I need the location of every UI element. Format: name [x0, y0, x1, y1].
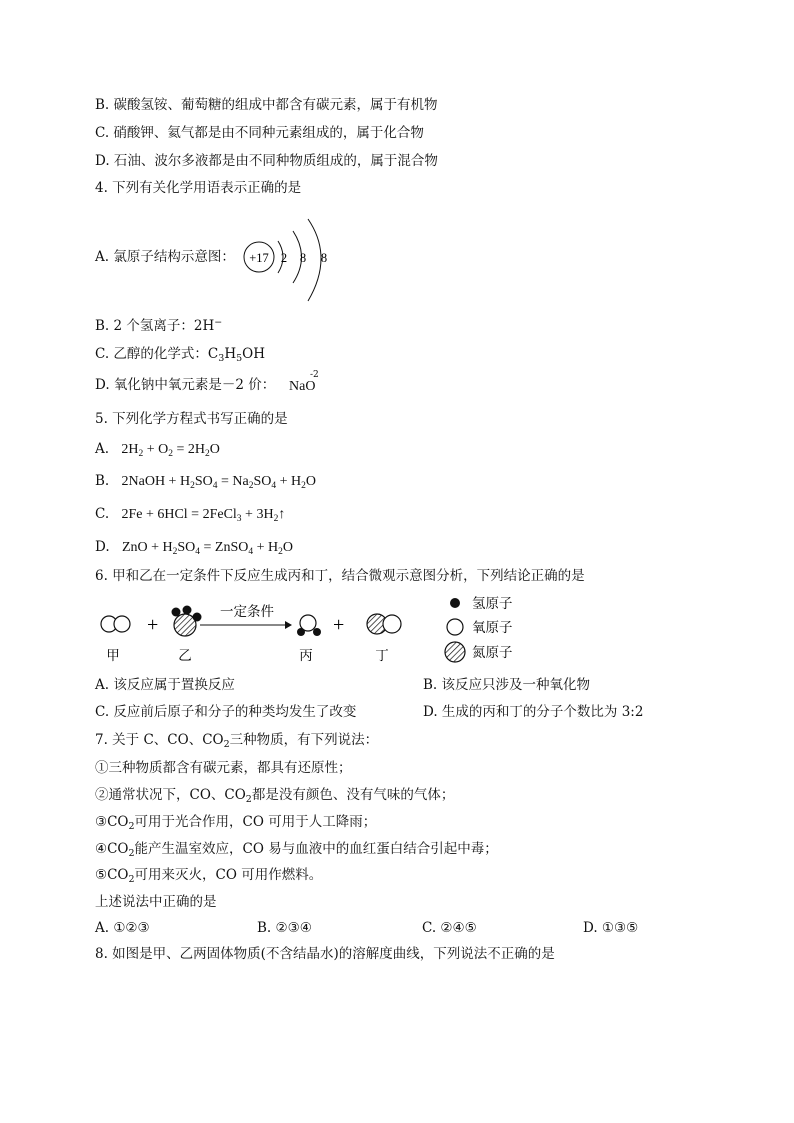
q4-stem: 4. 下列有关化学用语表示正确的是: [95, 180, 302, 196]
q5-option-c: C. 2Fe + 6HCl = 2FeCl$_3$ + $3H_2↑$: [95, 506, 286, 524]
molecule-jia: [101, 616, 130, 632]
q7-statement-4: $④CO_2$能产生温室效应，CO 易与血液中的血红蛋白结合引起中毒；: [95, 841, 498, 859]
label-bing: 丙: [299, 648, 313, 663]
sodium-oxide-valence: NaO -2: [289, 370, 319, 394]
q6-stem: 6. 甲和乙在一定条件下反应生成丙和丁，结合微观示意图分析，下列结论正确的是: [95, 568, 585, 584]
q7-stem: 7. 关于 C、CO、$CO_2$三种物质，有下列说法：: [95, 732, 379, 750]
q3-option-c: C. 硝酸钾、氦气都是由不同种元素组成的，属于化合物: [95, 125, 424, 141]
q7-question: 上述说法中正确的是: [95, 894, 217, 910]
condition-label: 一定条件: [220, 604, 274, 619]
q8-stem: 8. 如图是甲、乙两固体物质(不含结晶水)的溶解度曲线，下列说法不正确的是: [95, 946, 555, 962]
equation-c: 2Fe + 6HCl = 2FeCl$_3$ + $3H_2↑$: [121, 507, 286, 524]
q4-option-b: B. 2 个氢离子：2H−: [95, 317, 223, 334]
legend-nitrogen: 氮原子: [472, 645, 513, 660]
q4-option-d: D. 氧化钠中氧元素是－2 价：: [95, 377, 276, 393]
electron-shell-3: [308, 219, 321, 301]
q7-option-c: C. ②④⑤: [422, 920, 477, 936]
q4-option-a-label: A. 氯原子结构示意图：: [95, 249, 235, 265]
plus-sign-2: +: [333, 614, 345, 636]
q3-option-b: B. 碳酸氢铵、葡萄糖的组成中都含有碳元素，属于有机物: [95, 97, 438, 113]
legend-hydrogen: 氢原子: [472, 596, 513, 611]
reaction-micro-diagram: [95, 590, 535, 670]
q7-option-d: D. ①③⑤: [583, 920, 639, 936]
nucleus-charge: +17: [249, 251, 269, 265]
q5-option-a: A. $2H_2 + O_2 = 2H_2O$: [95, 441, 220, 459]
label-yi: 乙: [178, 648, 192, 663]
q6-option-c: C. 反应前后原子和分子的种类均发生了改变: [95, 704, 357, 720]
legend-oxygen: 氧原子: [472, 620, 513, 635]
molecule-bing: [297, 615, 321, 636]
shell-3-electrons: 8: [320, 251, 328, 265]
legend: [445, 596, 513, 662]
label-jia: 甲: [106, 648, 120, 663]
q5-option-b: B. 2NaOH + $H_2SO_4 = Na_2SO_4 + H_2O$: [95, 473, 317, 491]
q6-option-d: D. 生成的丙和丁的分子个数比为 3:2: [423, 704, 644, 720]
legend-hydrogen-symbol: [450, 598, 460, 608]
q7-statement-5: $⑤CO_2$可用来灭火，CO 可用作燃料。: [95, 867, 323, 885]
molecule-ding: [367, 614, 401, 634]
q5-option-d: D. ZnO + $H_2SO_4$ = ZnSO$_4$ + $H_2O$: [95, 539, 293, 557]
q7-statement-2: ②通常状况下，CO、$CO_2$都是没有颜色、没有气味的气体；: [95, 787, 455, 805]
equation-d: ZnO + $H_2SO_4$ = ZnSO$_4$ + $H_2O$: [121, 540, 293, 557]
chlorine-atom-structure-diagram: [238, 215, 348, 305]
q7-option-b: B. ②③④: [257, 920, 312, 936]
plus-sign-1: +: [147, 614, 159, 636]
label-ding: 丁: [375, 648, 389, 663]
q7-statement-3: $③CO_2$可用于光合作用，CO 可用于人工降雨；: [95, 814, 377, 832]
q6-option-a: A. 该反应属于置换反应: [95, 677, 235, 693]
molecule-yi: [172, 606, 202, 637]
q7-statement-1: ①三种物质都含有碳元素，都具有还原性；: [95, 760, 352, 776]
q4-option-c: C. 乙醇的化学式：$C_3H_5OH$: [95, 346, 265, 364]
q7-option-a: A. ①②③: [95, 920, 150, 936]
legend-nitrogen-symbol: [445, 642, 465, 662]
shell-1-electrons: 2: [280, 251, 288, 265]
equation-b: 2NaOH + $H_2SO_4 = Na_2SO_4 + H_2O$: [121, 474, 317, 491]
q3-option-d: D. 石油、波尔多液都是由不同种物质组成的，属于混合物: [95, 153, 438, 169]
q5-stem: 5. 下列化学方程式书写正确的是: [95, 411, 288, 427]
equation-a: $2H_2 + O_2 = 2H_2O$: [121, 442, 220, 459]
legend-oxygen-symbol: [447, 619, 463, 635]
q6-option-b: B. 该反应只涉及一种氧化物: [423, 677, 591, 693]
shell-2-electrons: 8: [299, 251, 307, 265]
reaction-arrow-head: [285, 621, 292, 629]
